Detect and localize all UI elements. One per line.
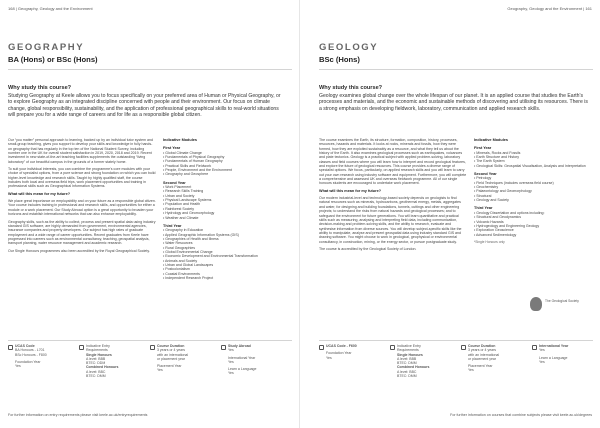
course-info-line: 3 years or 4 years — [468, 348, 497, 353]
course-info-line: Combined Honours — [397, 365, 430, 370]
geological-society-logo — [530, 297, 586, 319]
course-info-line: Indicative Entry — [86, 344, 110, 348]
divider — [8, 69, 292, 70]
course-info-line: Yes — [539, 359, 545, 364]
module-item: • Hydrogeology and Engineering Geology — [474, 223, 540, 228]
society-crest-icon — [530, 297, 542, 311]
module-item: • Rainforest Society — [163, 206, 195, 211]
duration-icon — [461, 345, 466, 350]
module-item: • Advanced Sedimentology — [474, 232, 517, 237]
accreditation-note: The course is accredited by the Geological Society of London. — [319, 246, 417, 251]
module-item: • Structural and Geodynamics — [474, 215, 521, 220]
body-paragraph: To suit your individual interests, you can combine the programme's core modules with your choice of specialist options, from a pure science and strong foundation on which you can build higher-level knowledge and research skills. Taught by highly qualified staff, the course includes both local and overseas field trips, work placement opportunities and training in professional skills such as Geographical Information Systems. — [8, 167, 156, 189]
third-year-heading: Third Year — [163, 223, 182, 228]
page-header: Geography, Geology and the Environment | 161 — [507, 6, 592, 11]
why-text: Studying Geography at Keele allows you to focus specifically on your preferred area of Human or Physical Geography, or to explore Geography as an integrated discipline concerned with people and their environment. Our focus on climate change, global responsibility, sustainability, and the application of professional geographical skills to real-world situations will prepare you for a wide range of careers and for life as a responsible global citizen. — [8, 93, 281, 119]
module-item: • Fundamentals of Physical Geography — [163, 155, 225, 160]
module-item: • Postcolonialism — [163, 267, 190, 272]
third-year-heading: Third Year — [474, 206, 493, 211]
modules-heading: Indicative Modules — [163, 138, 197, 142]
single-honours-note: *Single Honours only — [474, 239, 505, 244]
accreditation-note: Our Single Honours programmes also been accredited by the Royal Geographical Society. — [8, 248, 150, 253]
module-item: • People, Environment and the Environment — [163, 168, 232, 173]
course-info-line: UCAS Code - F600 — [326, 344, 357, 348]
module-item: • Geology and Society — [474, 198, 509, 203]
page-geology — [300, 0, 600, 428]
course-info-text — [468, 344, 520, 373]
module-item: • Geography and Geosphere — [163, 172, 209, 177]
course-info-line: BTEC: DDM — [86, 361, 106, 366]
course-info-line: Placement Year — [468, 364, 493, 369]
entry-requirements-icon — [390, 345, 395, 350]
module-item: • Geology Dissertation and options including: — [474, 210, 545, 215]
course-info-line: Foundation Year — [326, 351, 352, 356]
course-info-line: BTEC: DMM — [86, 374, 106, 379]
module-item: • Independent Research Project — [163, 275, 214, 280]
first-year-list — [474, 151, 586, 168]
module-item: • Fundamentals of Human Geography — [163, 159, 223, 164]
module-item: • Work Placement — [163, 185, 192, 190]
course-info-line: A level: BBB — [397, 356, 417, 361]
course-info-line: A level: BBC — [397, 369, 417, 374]
award-title: BSc (Hons) — [319, 55, 360, 64]
first-year-list — [163, 151, 281, 177]
module-item: • Applied Geographic Information Systems (GIS) — [163, 232, 239, 237]
course-info-line: BTEC: DMM — [397, 361, 417, 366]
why-heading: Why study this course? — [319, 85, 383, 91]
course-info-line: Yes — [15, 364, 21, 369]
module-item: • Global Climate Change — [163, 150, 202, 155]
course-info-line: Yes — [157, 368, 163, 373]
course-info-line: Single Honours — [86, 352, 112, 357]
course-info-bar — [319, 340, 593, 402]
module-item: • Volcanic Hazards — [474, 219, 504, 224]
course-info-item — [150, 343, 212, 401]
entry-requirements-icon — [79, 345, 84, 350]
module-item: • Urban and Global Landscapes — [163, 262, 214, 267]
course-info-line: Indicative Entry — [397, 344, 421, 348]
body-paragraph: Our modern industrial-level and technology-based society depends on geologists to find natural resources such as minerals, hydrocarbons, geothermal energy, metals, aggregates and water, for designing and building foundations, tunnels, cuttings and other engineering projects; to understand the risks from natural hazards and geological processes; and to safeguard the environment for future generations. You will learn quantitative and practical skills such as measuring, analysing and interpreting field data, including communication, decision-making and problem-solving skills, and the ability to research, evaluate and synthesise information from diverse sources. You will develop subject-specific skills like the ability to manipulate, analyse and present geospatial data using industry standard GIS and drawing software. You might choose to work in geological, geophysical or environmental consultancy, in construction, mining, or the energy sector, or pursue postgraduate study. — [319, 196, 462, 244]
course-info-line: Study Abroad — [228, 344, 251, 348]
module-item: • Economic Development and Environmental Transformation — [163, 254, 258, 259]
course-info-line: Learn a Language — [539, 355, 568, 360]
module-item: • Geological Skills: Geospatial Visualisation, Analysis and Interpretation — [474, 163, 586, 168]
course-info-line: Combined Honours — [86, 365, 119, 370]
body-paragraph: Our “you matter” personal approach to learning, backed up by an individual tutor system and small-group teaching, gives you support to develop your skills and knowledge in fully hands-on geography that has regularly in the top ten of the National Student Survey, including number one in the UK for overall student satisfaction in 2019, 2020, 2018 and 2019. Recent investment in new state-of-the-art teaching facilities supplements the outstanding “living laboratory” of our beautiful campus in the grounds of a former stately home. — [8, 138, 153, 164]
future-heading: What will this mean for my future? — [319, 188, 382, 193]
main-column — [319, 138, 467, 254]
course-info-line: Course Duration — [157, 344, 185, 348]
body-paragraph: Geography skills, such as the ability to collect, process and present spatial data using industry standard GIS software, are highly demanded from government, environmental agencies, insurance companies and property developers. Our subject has high rates of graduate employment and a wide range of career opportunities. Recent graduates from Keele have progressed into careers such as environmental consultancy, teaching, geospatial analysis, transport planning, water resource management and academic research. — [8, 219, 156, 246]
ucas-code-icon — [8, 345, 13, 350]
course-info-item — [8, 343, 70, 401]
course-info-line: BSc Honours - F800 — [15, 352, 47, 357]
future-heading: What will this mean for my future? — [8, 191, 71, 196]
course-info-line: Requirements — [397, 348, 419, 353]
second-year-list — [474, 176, 586, 202]
body-paragraph: We place great importance on employability and on your future as a responsible global citizen. Your course includes training in professional and research skills, and opportunities for either a module or a work placement. Our Study Abroad option is a great opportunity to broaden your horizons and establish international networks that can also enhance employability. — [8, 199, 156, 217]
module-item: • Earth Structure and History — [474, 155, 520, 160]
study-abroad-icon — [221, 345, 226, 350]
page-footer: For further information on courses that combine subjects please visit keele.ac.uk/degrees — [450, 413, 592, 417]
page-footer: For further information on entry requirements please visit keele.ac.uk/entryrequirements — [8, 413, 148, 417]
course-info-line: or placement year — [157, 356, 186, 361]
page-header: 168 | Geography, Geology and the Environment — [8, 6, 93, 11]
module-item: • Urban and Society — [163, 193, 195, 198]
module-item: • Coastal Environments — [163, 271, 200, 276]
module-item: • Physical Landscape Systems — [163, 198, 212, 203]
modules-column — [474, 138, 586, 244]
course-info-item — [461, 343, 523, 401]
third-year-list — [163, 228, 281, 280]
subject-title: GEOGRAPHY — [8, 42, 85, 53]
course-info-line: BA Honours - L701 — [15, 348, 45, 353]
course-info-bar — [8, 340, 292, 402]
course-info-line: Foundation Year — [15, 359, 41, 364]
modules-column — [163, 138, 281, 280]
module-item: • Palaeontology and Geomorphology — [474, 189, 532, 194]
module-item: • Geochemistry — [474, 185, 499, 190]
second-year-list — [163, 185, 281, 220]
course-info-line: Single Honours — [397, 352, 423, 357]
why-heading: Why study this course? — [8, 85, 72, 91]
course-info-line: Yes — [468, 368, 474, 373]
module-item: • Population and Health — [163, 202, 201, 207]
course-info-text — [157, 344, 209, 373]
module-item: • Geography in Education — [163, 228, 204, 233]
module-item: • Practical Skills and Fieldwork — [163, 163, 212, 168]
course-info-line: Yes — [326, 355, 332, 360]
module-item: • Water Resources — [163, 241, 193, 246]
third-year-list — [474, 211, 586, 237]
society-name: The Geological Society — [545, 299, 579, 303]
course-info-line: BTEC: DMM — [397, 374, 417, 379]
course-info-line: Course Duration — [468, 344, 496, 348]
course-info-line: with an international — [157, 352, 189, 357]
module-item: • Petrology — [474, 176, 492, 181]
first-year-heading: First Year — [474, 146, 492, 151]
module-item: • Exploration Geoscience — [474, 228, 514, 233]
course-info-item — [79, 343, 141, 401]
second-year-heading: Second Year — [163, 180, 186, 185]
course-info-line: UCAS Code — [15, 344, 35, 348]
course-info-line: A level: BBC — [86, 369, 106, 374]
course-info-line: International Year — [539, 344, 569, 348]
course-info-line: A level: BBB — [86, 356, 106, 361]
ucas-code-icon — [319, 345, 324, 350]
course-info-line: Yes — [228, 359, 234, 364]
course-info-line: Learn a Language — [228, 367, 257, 372]
module-item: • Geographies of Health and Illness — [163, 236, 219, 241]
course-info-text — [539, 344, 591, 364]
international-year-icon — [532, 345, 537, 350]
subject-title: GEOLOGY — [319, 42, 379, 53]
divider — [319, 69, 593, 70]
course-info-item — [319, 343, 381, 401]
module-item: • Hydrology and Geomorphology — [163, 211, 215, 216]
course-info-text — [86, 344, 138, 378]
award-title: BA (Hons) or BSc (Hons) — [8, 55, 98, 64]
course-info-line: with an international — [468, 352, 500, 357]
course-info-item — [390, 343, 452, 401]
course-info-line: Placement Year — [157, 364, 182, 369]
module-item: • Rural Geographies — [163, 245, 195, 250]
first-year-heading: First Year — [163, 146, 181, 151]
modules-heading: Indicative Modules — [474, 138, 508, 142]
module-item: • Minerals, Rocks and Fossils — [474, 150, 521, 155]
module-item: • Weather and Climate — [163, 215, 199, 220]
main-column — [8, 138, 156, 256]
module-item: • Field Techniques (includes overseas field course) — [474, 180, 554, 185]
course-info-text — [326, 344, 378, 360]
why-text: Geology examines global change over the whole lifespan of our planet. It is an applied course that studies the Earth's processes and materials, and the economic and sustainable methods of discovering and utilising its resources. There is a strong emphasis on developing fieldwork, laboratory, communication and applied research skills. — [319, 93, 588, 112]
module-item: • The Earth System — [474, 159, 505, 164]
course-info-item — [221, 343, 283, 401]
body-paragraph: The course examines the Earth, its structure, formation, composition, history, processes, resources, hazards and materials. It looks at rocks, minerals and fossils, how they were formed, how they are exploited sustainably as a resource, and what they tell us about the history of the Earth. It also examines geological processes such as earthquakes, volcanoes and plate tectonics. Geology is a practical subject with applied problem-solving, laboratory classes and field courses where you will learn how to interpret and record geological features, and explore the future of geological resources. This course provides a diverse range of specialist options. We focus, particularly, on applied research skills and you will learn to carry out your own research using industry software and equipment. Furthermore, you will complete a comprehensive and assessed UK and overseas fieldwork programme. All of our single honours students are encouraged to undertake work placement. — [319, 138, 467, 186]
course-info-line: Yes — [539, 348, 545, 353]
course-info-text — [228, 344, 280, 376]
second-year-heading: Second Year — [474, 172, 497, 177]
course-info-line: 3 years or 4 years — [157, 348, 186, 353]
course-info-item — [532, 343, 594, 401]
module-item: • Structural — [474, 193, 492, 198]
duration-icon — [150, 345, 155, 350]
module-item: • Research Skills Training — [163, 189, 204, 194]
course-info-line: or placement year — [468, 356, 497, 361]
course-info-text — [15, 344, 67, 368]
course-info-line: International Year — [228, 355, 256, 360]
course-info-text — [397, 344, 449, 378]
module-item: • Global Environmental Change — [163, 249, 213, 254]
course-info-line: Requirements — [86, 348, 108, 353]
course-info-line: Yes — [228, 348, 234, 353]
module-item: • Animals and Society — [163, 258, 198, 263]
course-info-line: Yes — [228, 371, 234, 376]
